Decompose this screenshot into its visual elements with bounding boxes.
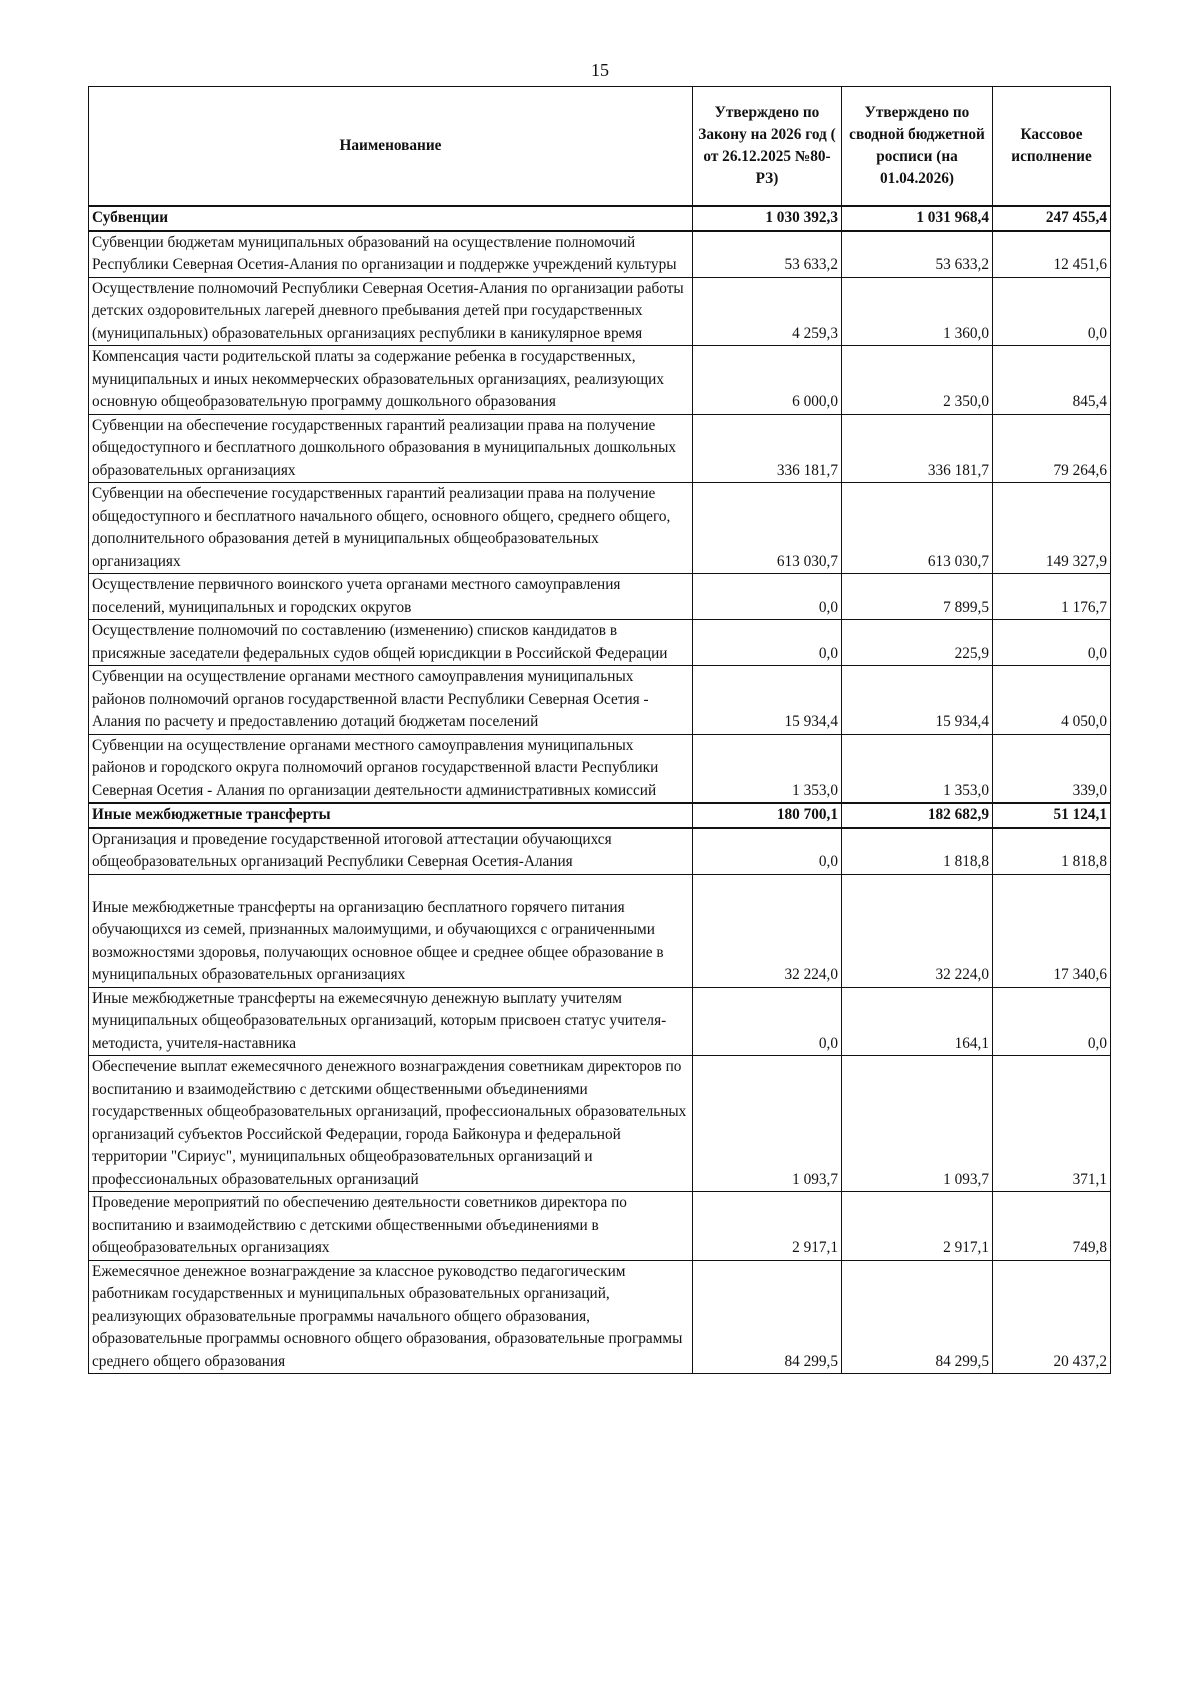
row-cash-execution: 845,4 (993, 346, 1111, 415)
table-row (89, 1260, 1111, 1374)
budget-execution-table (88, 86, 1111, 1374)
row-approved-by-budget-list: 15 934,4 (842, 666, 993, 735)
row-cash-execution: 0,0 (993, 277, 1111, 346)
row-name (89, 483, 693, 574)
row-approved-by-budget-list: 164,1 (842, 987, 993, 1056)
row-name (89, 574, 693, 620)
row-approved-by-budget-list: 182 682,9 (842, 803, 993, 828)
row-name-text: Субвенции на обеспечение государственных гарантий реализации права на получение общедоступного и бесплатного начального общего, основного общего, среднего общего, дополнительного образования детей в муниципальных общеобразовательных организациях (92, 485, 671, 570)
row-cash-execution: 0,0 (993, 987, 1111, 1056)
table-row (89, 874, 1111, 987)
row-name (89, 987, 693, 1056)
row-approved-by-law: 1 093,7 (693, 1056, 842, 1192)
row-name-text: Организация и проведение государственной итоговой аттестации обучающихся общеобразовательных организаций Республики Северная Осетия-Алания (92, 830, 612, 870)
header-cash-execution: Кассовое исполнение (993, 87, 1111, 207)
row-approved-by-law: 53 633,2 (693, 231, 842, 278)
row-approved-by-budget-list: 1 360,0 (842, 277, 993, 346)
row-approved-by-budget-list: 1 093,7 (842, 1056, 993, 1192)
table-row (89, 346, 1111, 415)
section-row (89, 206, 1111, 231)
table-row (89, 666, 1111, 735)
row-approved-by-law: 2 917,1 (693, 1192, 842, 1261)
row-name-text: Субвенции на осуществление органами местного самоуправления муниципальных районов полномочий органов государственной власти Республики Северная Осетия - Алания по расчету и предоставлению дотаций бюджетам поселений (92, 668, 649, 730)
row-approved-by-budget-list: 2 917,1 (842, 1192, 993, 1261)
row-approved-by-budget-list: 613 030,7 (842, 483, 993, 574)
row-approved-by-law: 0,0 (693, 828, 842, 875)
row-cash-execution: 0,0 (993, 620, 1111, 666)
row-name (89, 1260, 693, 1374)
row-cash-execution: 749,8 (993, 1192, 1111, 1261)
row-approved-by-law: 4 259,3 (693, 277, 842, 346)
row-name-text: Иные межбюджетные трансферты на ежемесячную денежную выплату учителям муниципальных общеобразовательных организаций, которым присвоен статус учителя-методиста, учителя-наставника (92, 989, 667, 1052)
row-approved-by-law: 180 700,1 (693, 803, 842, 828)
row-name (89, 874, 693, 987)
row-cash-execution: 1 176,7 (993, 574, 1111, 620)
row-name-text: Осуществление полномочий Республики Северная Осетия-Алания по организации работы детских оздоровительных лагерей дневного пребывания детей при государственных (муниципальных) образовательных организациях республики в каникулярное время (92, 279, 684, 342)
table-row (89, 828, 1111, 875)
row-approved-by-law: 0,0 (693, 987, 842, 1056)
row-name-text: Субвенции (92, 209, 169, 226)
table-row (89, 414, 1111, 483)
row-cash-execution: 339,0 (993, 734, 1111, 803)
row-approved-by-law: 32 224,0 (693, 874, 842, 987)
row-cash-execution: 247 455,4 (993, 206, 1111, 231)
row-name (89, 803, 693, 828)
row-cash-execution: 1 818,8 (993, 828, 1111, 875)
row-name-text: Ежемесячное денежное вознаграждение за классное руководство педагогическим работникам государственных и муниципальных образовательных организаций, реализующих образовательные программы начального общего образования, образовательные программы основного общего образования, образовательные программы среднего общего образования (92, 1262, 683, 1370)
row-name (89, 734, 693, 803)
row-name (89, 1056, 693, 1192)
table-row (89, 483, 1111, 574)
row-approved-by-law: 84 299,5 (693, 1260, 842, 1374)
row-name-text: Осуществление полномочий по составлению (изменению) списков кандидатов в присяжные заседатели федеральных судов общей юрисдикции в Российской Федерации (92, 622, 668, 662)
header-name: Наименование (89, 87, 693, 207)
row-name-text: Субвенции на обеспечение государственных гарантий реализации права на получение общедоступного и бесплатного дошкольного образования в муниципальных дошкольных образовательных организациях (92, 416, 677, 479)
row-approved-by-law: 1 030 392,3 (693, 206, 842, 231)
row-name-text: Обеспечение выплат ежемесячного денежного вознаграждения советникам директоров по воспитанию и взаимодействию с детскими общественными объединениями государственных общеобразовательных организаций, профессиональных образовательных организаций субъектов Российской Федерации, города Байконура и федеральной территории "Сириус", муниципальных общеобразовательных организаций и профессиональных образовательных организаций (92, 1058, 687, 1188)
row-approved-by-law: 1 353,0 (693, 734, 842, 803)
row-name (89, 277, 693, 346)
row-name-text: Осуществление первичного воинского учета органами местного самоуправления поселений, муниципальных и городских округов (92, 576, 621, 616)
table-row (89, 1056, 1111, 1192)
row-name (89, 346, 693, 415)
row-approved-by-law: 0,0 (693, 620, 842, 666)
row-spacer (92, 875, 689, 897)
table-row (89, 277, 1111, 346)
row-approved-by-budget-list: 336 181,7 (842, 414, 993, 483)
table-row (89, 734, 1111, 803)
row-name-text: Субвенции бюджетам муниципальных образований на осуществление полномочий Республики Северная Осетия-Алания по организации и поддержке учреждений культуры (92, 233, 677, 273)
row-name (89, 231, 693, 278)
section-row (89, 803, 1111, 828)
row-approved-by-budget-list: 84 299,5 (842, 1260, 993, 1374)
row-cash-execution: 17 340,6 (993, 874, 1111, 987)
row-approved-by-law: 613 030,7 (693, 483, 842, 574)
row-name (89, 828, 693, 875)
row-name-text: Субвенции на осуществление органами местного самоуправления муниципальных районов и городского округа полномочий органов государственной власти Республики Северная Осетия - Алания по организации деятельности административных комиссий (92, 736, 659, 799)
row-cash-execution: 371,1 (993, 1056, 1111, 1192)
row-cash-execution: 20 437,2 (993, 1260, 1111, 1374)
row-approved-by-law: 336 181,7 (693, 414, 842, 483)
row-name (89, 414, 693, 483)
row-approved-by-budget-list: 53 633,2 (842, 231, 993, 278)
row-approved-by-law: 6 000,0 (693, 346, 842, 415)
table-row (89, 231, 1111, 278)
table-row (89, 620, 1111, 666)
row-name-text: Иные межбюджетные трансферты (92, 806, 331, 823)
row-cash-execution: 51 124,1 (993, 803, 1111, 828)
table-row (89, 574, 1111, 620)
table-row (89, 1192, 1111, 1261)
row-approved-by-budget-list: 1 031 968,4 (842, 206, 993, 231)
row-name (89, 620, 693, 666)
row-approved-by-law: 15 934,4 (693, 666, 842, 735)
row-cash-execution: 12 451,6 (993, 231, 1111, 278)
header-approved-by-law: Утверждено по Закону на 2026 год ( от 26.12.2025 №80-РЗ) (693, 87, 842, 207)
header-approved-by-budget-list: Утверждено по сводной бюджетной росписи (на 01.04.2026) (842, 87, 993, 207)
row-approved-by-budget-list: 225,9 (842, 620, 993, 666)
page-number: 15 (591, 60, 609, 80)
row-approved-by-law: 0,0 (693, 574, 842, 620)
row-approved-by-budget-list: 32 224,0 (842, 874, 993, 987)
row-approved-by-budget-list: 7 899,5 (842, 574, 993, 620)
row-approved-by-budget-list: 1 353,0 (842, 734, 993, 803)
row-name-text: Иные межбюджетные трансферты на организацию бесплатного горячего питания обучающихся из семей, признанных малоимущими, и обучающихся с ограниченными возможностями здоровья, получающих основное общее и среднее общее образование в муниципальных образовательных организациях (92, 898, 664, 983)
row-cash-execution: 79 264,6 (993, 414, 1111, 483)
row-cash-execution: 149 327,9 (993, 483, 1111, 574)
row-cash-execution: 4 050,0 (993, 666, 1111, 735)
table-row (89, 987, 1111, 1056)
row-approved-by-budget-list: 2 350,0 (842, 346, 993, 415)
row-name (89, 666, 693, 735)
row-name (89, 1192, 693, 1261)
row-name-text: Проведение мероприятий по обеспечению деятельности советников директора по воспитанию и взаимодействию с детскими общественными объединениями в общеобразовательных организациях (92, 1194, 627, 1256)
row-name (89, 206, 693, 231)
row-name-text: Компенсация части родительской платы за содержание ребенка в государственных, муниципальных и иных некоммерческих образовательных организациях, реализующих основную общеобразовательную программу дошкольного образования (92, 348, 664, 410)
row-approved-by-budget-list: 1 818,8 (842, 828, 993, 875)
table-header-row (89, 87, 1111, 207)
